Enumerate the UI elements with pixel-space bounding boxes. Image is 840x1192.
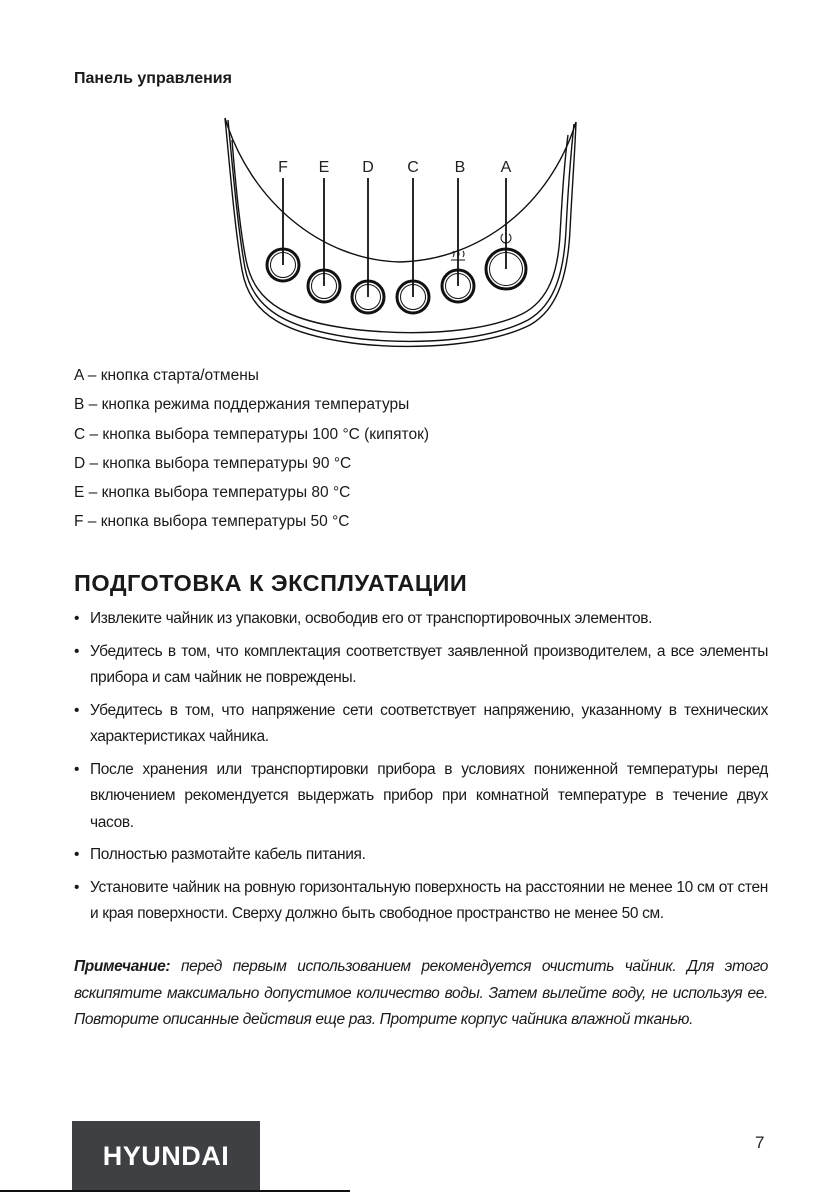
legend-item-b: B – кнопка режима поддержания температуры — [74, 396, 410, 414]
brand-logo — [72, 1121, 260, 1192]
diagram-buttons — [267, 249, 526, 313]
panel-outer-edge — [225, 118, 576, 346]
button-legend — [74, 366, 429, 542]
preparation-item: • После хранения или транспортировки прибора в условиях пониженной температуры перед включением рекомендуется выдержать прибор при комнатной температуре в течение двух часов. — [74, 757, 768, 837]
panel-section-title: Панель управления — [74, 70, 232, 87]
legend-item-c: C – кнопка выбора температуры 100 °C (кипяток) — [74, 425, 430, 443]
preparation-item: • Установите чайник на ровную горизонтальную поверхность на расстоянии не менее 10 см от стен и края поверхности. Сверху должно быть свободное пространство не менее 50 см. — [74, 875, 768, 928]
control-panel-diagram — [210, 110, 590, 360]
legend-item-e: E – кнопка выбора температуры 80 °C — [74, 484, 351, 502]
note-label: Примечание: — [74, 958, 171, 975]
legend-item-a: A – кнопка старта/отмены — [74, 367, 259, 384]
note-text: перед первым использованием рекомендуется очистить чайник. Для этого вскипятите максимально допустимое количество воды. Затем вылейте воду, не используя ее. Повторите описанные действия еще раз. Протрите корпус чайника влажной тканью. — [74, 958, 768, 1028]
brand-name: HYUNDAI — [102, 1141, 230, 1171]
panel-top-arc — [225, 118, 576, 262]
diagram-label-F: F — [278, 159, 288, 176]
diagram-label-A: A — [500, 159, 512, 176]
diagram-label-B: B — [454, 159, 466, 176]
legend-item-f: F – кнопка выбора температуры 50 °C — [74, 513, 350, 531]
page-number: 7 — [755, 1133, 765, 1152]
preparation-list — [74, 606, 768, 934]
diagram-label-E: E — [318, 159, 330, 176]
diagram-label-C: C — [407, 159, 419, 176]
preparation-item: • Убедитесь в том, что комплектация соответствует заявленной производителем, а все элементы прибора и сам чайник не повреждены. — [74, 639, 768, 692]
preparation-item: • Убедитесь в том, что напряжение сети соответствует напряжению, указанному в технических характеристиках чайника. — [74, 698, 768, 751]
preparation-item: • Полностью размотайте кабель питания. — [74, 842, 768, 869]
preparation-title: ПОДГОТОВКА К ЭКСПЛУАТАЦИИ — [74, 570, 468, 596]
diagram-label-D: D — [362, 159, 374, 176]
preparation-item: • Извлеките чайник из упаковки, освободив его от транспортировочных элементов. — [74, 606, 768, 633]
legend-item-d: D – кнопка выбора температуры 90 °C — [74, 454, 352, 472]
note-paragraph — [74, 954, 768, 1034]
